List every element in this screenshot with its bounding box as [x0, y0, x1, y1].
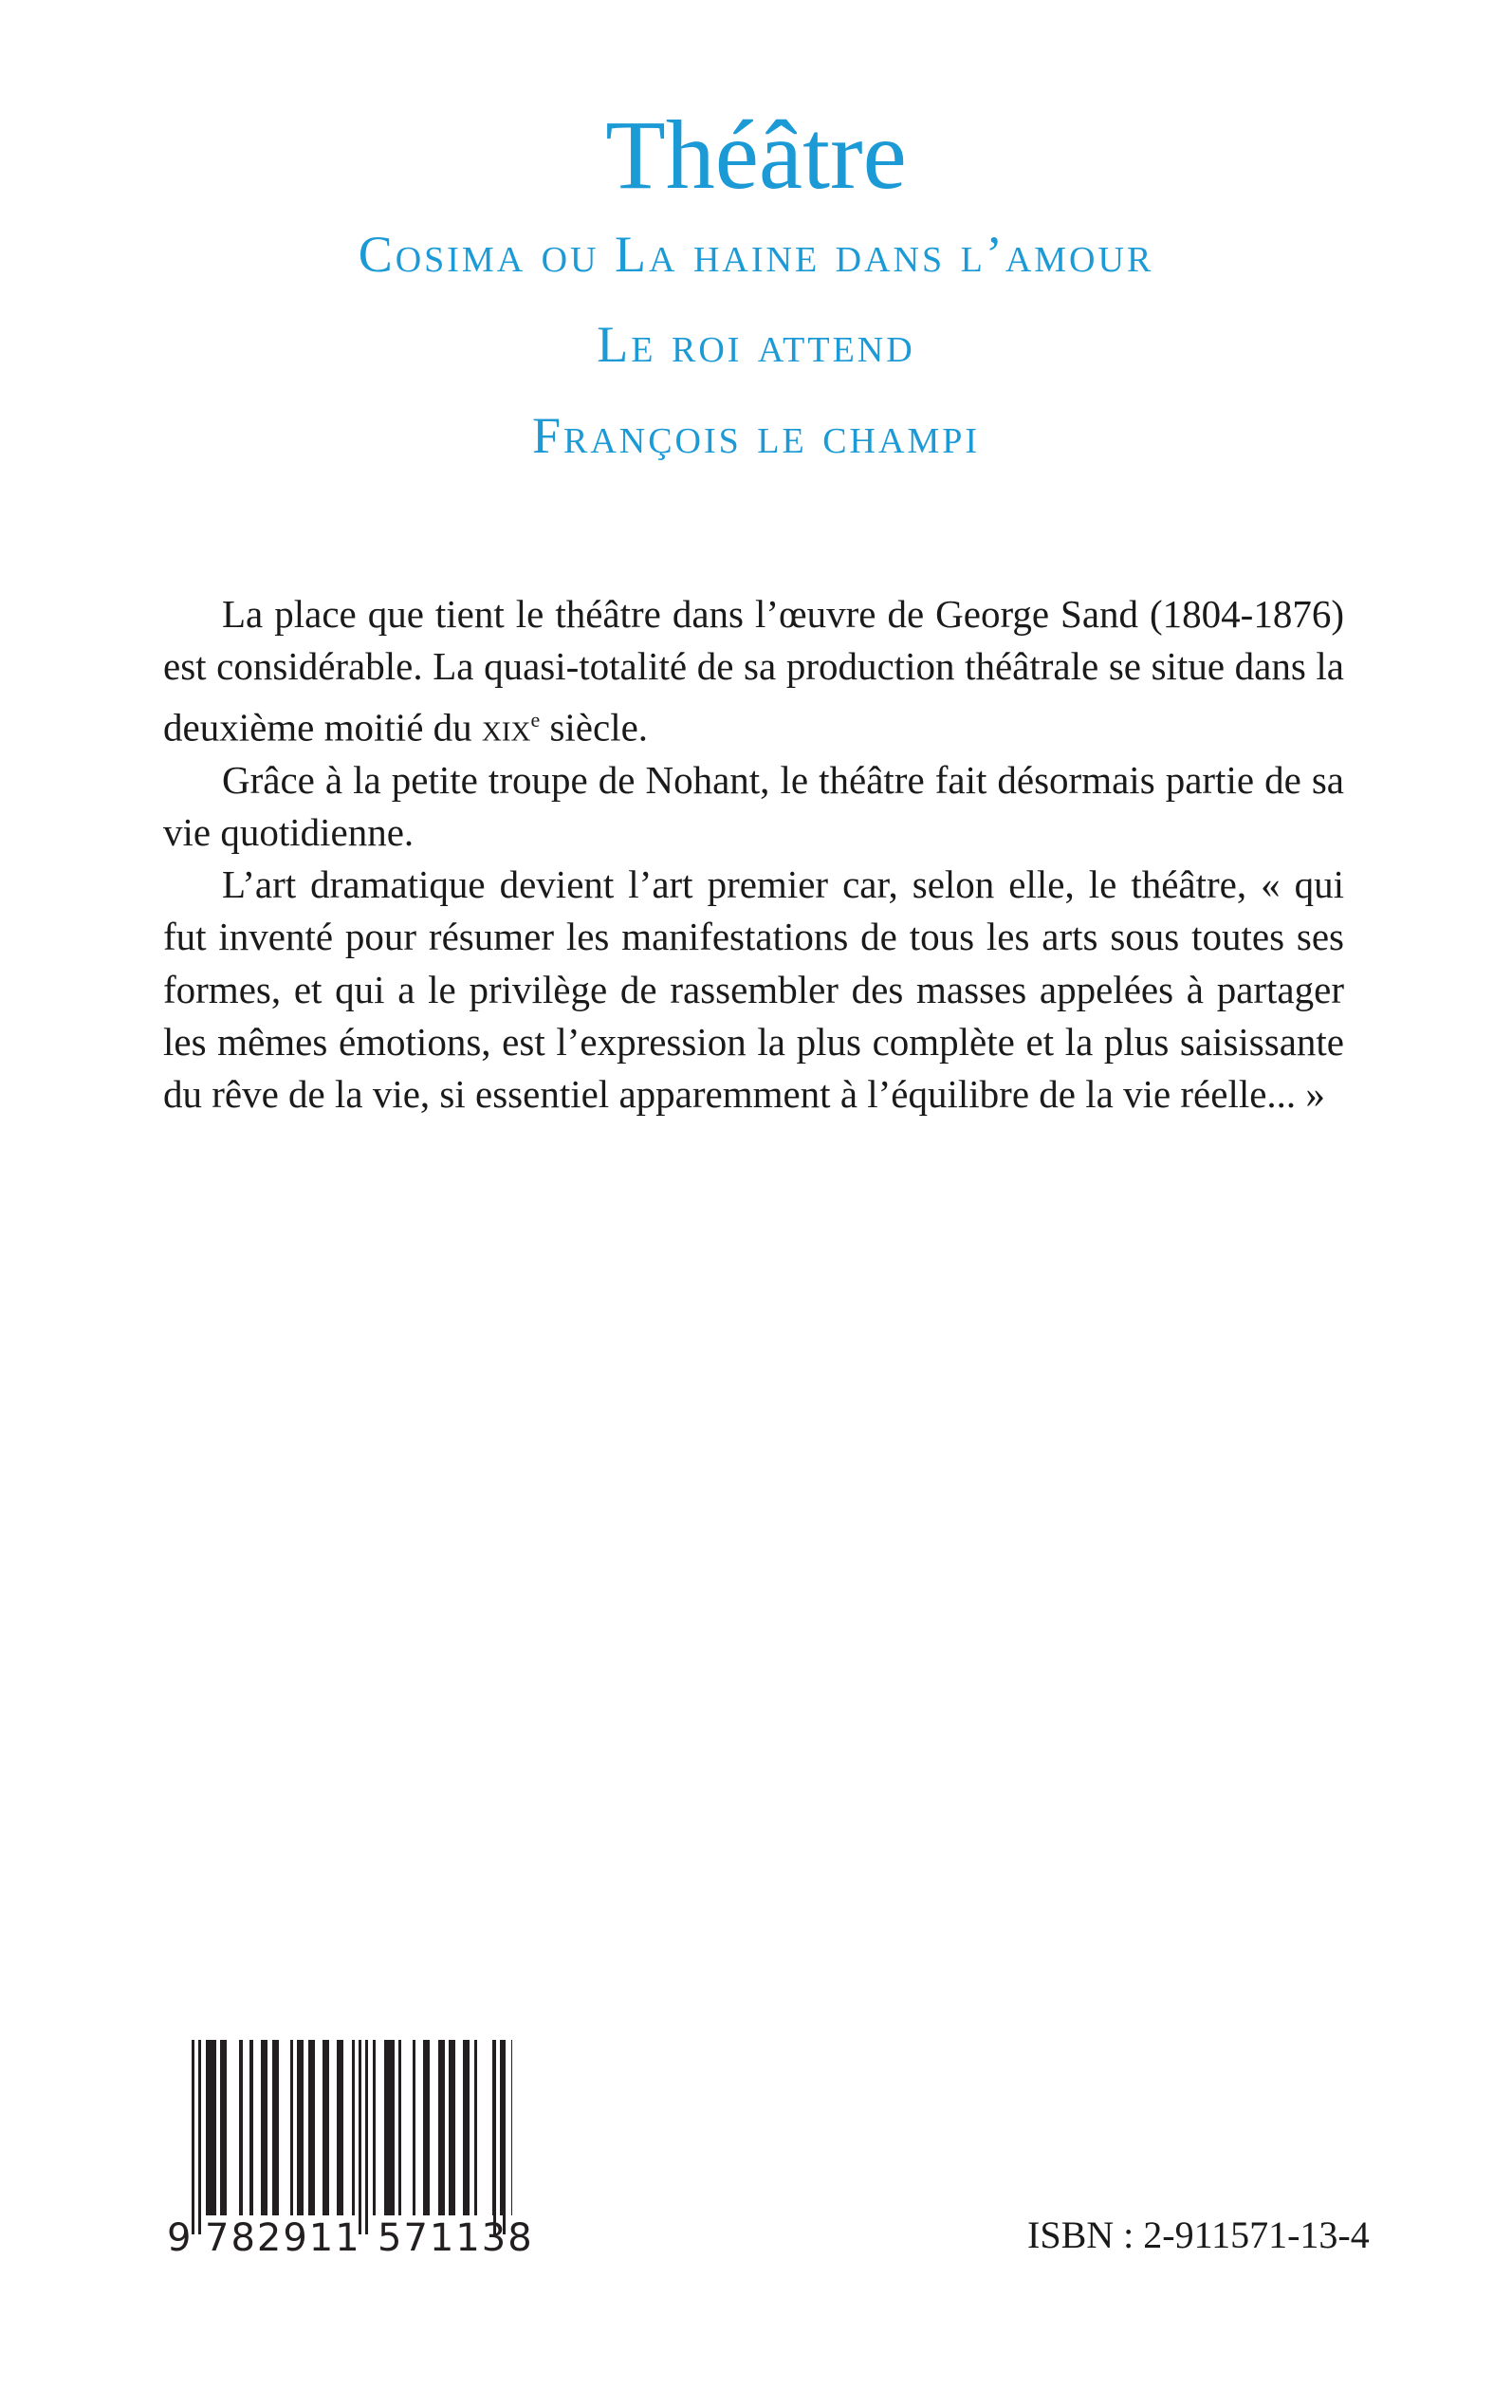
blurb-p1-end: siècle.: [540, 705, 649, 750]
isbn-label: ISBN : 2-911571-13-4: [1027, 2214, 1370, 2256]
blurb: [163, 588, 1344, 1121]
subtitle-cosima: Cosima ou La haine dans l’amour: [358, 226, 1154, 283]
blurb-paragraph-3: L’art dramatique devient l’art premier car, selon elle, le théâtre, « qui fut inventé pour résumer les manifestations de tous les arts sous toutes ses formes, et qui a le privilège de rassembler des masses appelées à partager les mêmes émotions, est l’expression la plus complète et la plus saisissante du rêve de la vie, si essentiel apparemment à l’équilibre de la vie réelle... »: [163, 862, 1344, 1117]
blurb-paragraph-1: [163, 588, 1344, 754]
barcode-left-digits: 782911: [205, 2216, 361, 2260]
century-superscript: e: [530, 707, 541, 732]
blurb-paragraph-2: Grâce à la petite troupe de Nohant, le théâtre fait désormais partie de sa vie quotidienne.: [163, 757, 1344, 854]
barcode-icon: [167, 2040, 534, 2268]
century-numeral: xix: [481, 705, 531, 750]
barcode-lead-digit: 9: [167, 2216, 192, 2260]
blurb-p1-text: La place que tient le théâtre dans l’œuvre de George Sand (1804-1876) est considérable. La quasi-totalité de sa production théâtrale se situe dans la deuxième moitié du: [163, 592, 1344, 750]
book-title: Théâtre: [605, 101, 907, 210]
barcode-right-digits: 571138: [378, 2216, 534, 2260]
subtitle-le-roi-attend: Le roi attend: [597, 316, 915, 373]
subtitle-francois-le-champi: François le champi: [531, 407, 981, 464]
